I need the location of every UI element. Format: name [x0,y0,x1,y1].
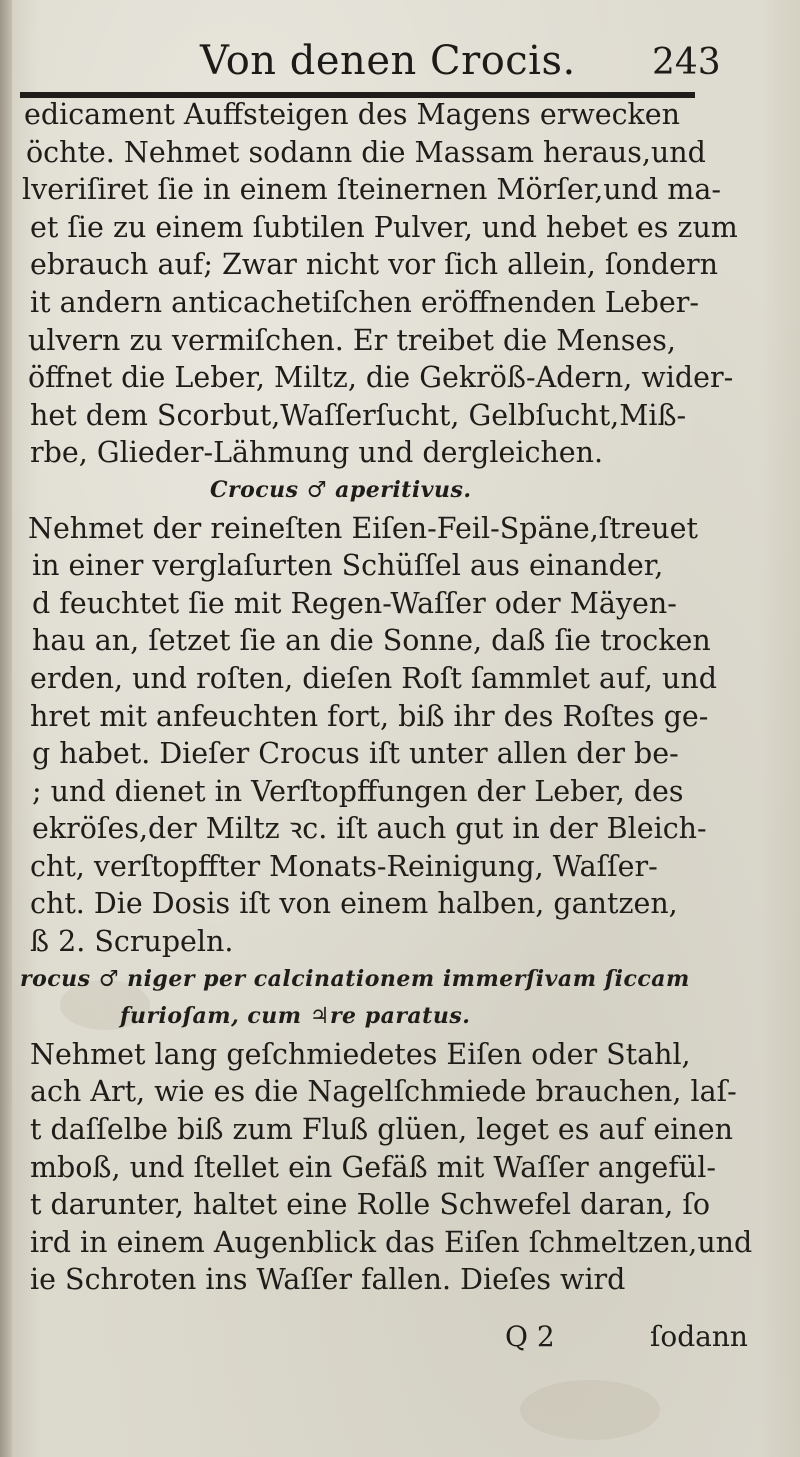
text-line: in einer verglaſurten Schüſſel aus einander, [32,549,664,583]
text-line: erden, und roſten, dieſen Roſt ſammlet auf, und [30,661,717,695]
text-line: ulvern zu vermiſchen. Er treibet die Menses, [28,323,676,357]
text-line: t daſſelbe biß zum Fluß glüen, leget es auf einen [30,1113,733,1147]
paper-stain [520,1380,660,1440]
page-footer [0,1320,800,1360]
text-line: it andern anticachetiſchen eröffnenden Leber- [30,285,700,319]
text-line: d feuchtet ſie mit Regen-Waſſer oder Mäyen- [32,586,677,620]
recipe-heading: rocus ♂ niger per calcinationem immerſivam ſiccam [20,965,690,992]
text-line: cht, verſtopffter Monats-Reinigung, Waſſer- [30,849,658,883]
text-line: ird in einem Augenblick das Eiſen ſchmeltzen,und [30,1225,753,1259]
catchword: ſodann [650,1320,748,1353]
text-line: edicament Auffsteigen des Magens erwecken [24,98,681,131]
text-line: öchte. Nehmet sodann die Massam heraus,und [26,135,706,169]
running-head [0,30,800,90]
text-line: lveriſiret ſie in einem ſteinernen Mörſer,und ma- [22,173,721,207]
text-line: ; und dienet in Verſtopffungen der Leber, des [32,774,684,808]
text-line: het dem Scorbut,Waſſerſucht, Gelbſucht,Miß- [30,398,687,432]
text-line: rbe, Glieder-Lähmung und dergleichen. [30,436,604,470]
text-line: Nehmet lang geſchmiedetes Eiſen oder Stahl, [30,1037,691,1071]
signature-mark: Q 2 [505,1320,555,1353]
recipe-heading: Crocus ♂ aperitivus. [210,476,472,503]
body-text [0,96,770,1299]
page-number: 243 [652,42,721,83]
text-line: g habet. Dieſer Crocus iſt unter allen der be- [32,737,679,771]
text-line: et ſie zu einem ſubtilen Pulver, und hebet es zum [30,210,738,244]
text-line: mboß, und ſtellet ein Gefäß mit Waſſer angefül- [30,1150,716,1184]
text-line: ie Schroten ins Waſſer fallen. Dieſes wird [30,1263,626,1297]
text-line: ebrauch auf; Zwar nicht vor ſich allein, ſondern [30,248,718,282]
text-line: ekröſes,der Miltz ꝛc. iſt auch gut in der Bleich- [32,812,707,846]
text-line: hret mit anfeuchten fort, biß ihr des Roſtes ge- [30,699,709,733]
text-line: öffnet die Leber, Miltz, die Gekröß-Adern, wider- [28,361,734,395]
recipe-heading: furioſam, cum ♃re paratus. [120,1003,471,1030]
text-line: hau an, ſetzet ſie an die Sonne, daß ſie trocken [32,624,711,658]
text-line: ß 2. Scrupeln. [30,925,234,959]
text-line: Nehmet der reineſten Eiſen-Feil-Späne,ſtreuet [28,511,698,545]
text-line: t darunter, haltet eine Rolle Schwefel daran, ſo [30,1188,711,1222]
text-line: ach Art, wie es die Nagelſchmiede brauchen, laſ- [30,1075,737,1109]
running-title: Von denen Crocis. [200,38,576,84]
text-line: cht. Die Dosis iſt von einem halben, gantzen, [30,887,678,921]
